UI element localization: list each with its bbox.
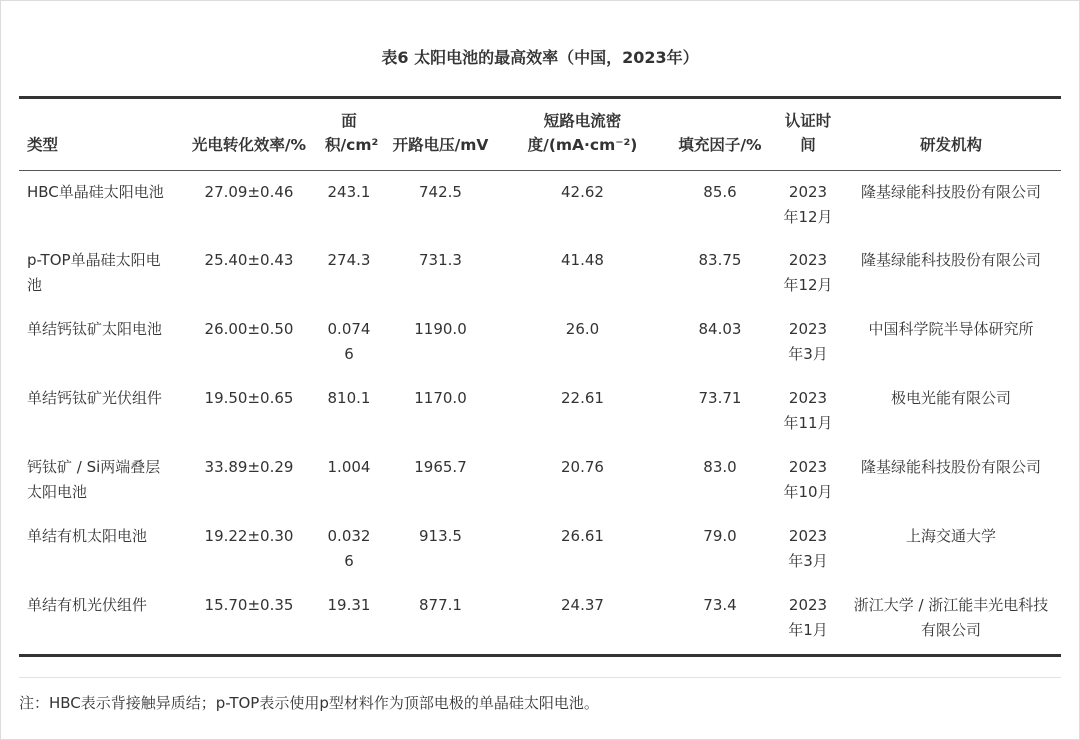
cell-fill-factor: 73.4 xyxy=(703,596,737,614)
cell-area: 0.074 6 xyxy=(327,320,371,363)
cell-cert-time: 2023年3月 xyxy=(788,527,828,570)
table-row xyxy=(19,514,1061,583)
cell-current-density: 26.0 xyxy=(565,320,600,338)
cell-type: HBC单晶硅太阳电池 xyxy=(27,183,164,201)
cell-fill-factor: 73.71 xyxy=(698,389,742,407)
cell-area: 19.31 xyxy=(327,596,371,614)
cell-current-density: 24.37 xyxy=(561,596,604,614)
cell-fill-factor: 85.6 xyxy=(703,183,737,201)
cell-area: 274.3 xyxy=(327,251,371,269)
header-row xyxy=(19,99,1061,170)
cell-institution: 中国科学院半导体研究所 xyxy=(868,320,1034,338)
cell-cert-time: 2023年10月 xyxy=(783,458,833,501)
header-current-density: 短路电流密度/(mA·cm⁻²) xyxy=(527,112,638,154)
cell-voltage: 913.5 xyxy=(419,527,462,545)
cell-current-density: 42.62 xyxy=(561,183,604,201)
header-type: 类型 xyxy=(27,136,59,154)
cell-current-density: 22.61 xyxy=(561,389,604,407)
efficiency-table xyxy=(19,99,1061,652)
cell-fill-factor: 79.0 xyxy=(703,527,737,545)
note-rule xyxy=(19,677,1061,678)
table-row xyxy=(19,445,1061,514)
header-voltage: 开路电压/mV xyxy=(392,136,489,154)
cell-voltage: 877.1 xyxy=(419,596,462,614)
table-row xyxy=(19,170,1061,238)
cell-voltage: 1965.7 xyxy=(414,458,467,476)
cell-fill-factor: 84.03 xyxy=(698,320,742,338)
bottom-rule xyxy=(19,654,1061,657)
cell-efficiency: 15.70±0.35 xyxy=(204,596,294,614)
cell-efficiency: 27.09±0.46 xyxy=(204,183,294,201)
cell-cert-time: 2023年12月 xyxy=(783,183,833,226)
cell-type: 钙钛矿 / Si两端叠层太阳电池 xyxy=(27,458,161,501)
cell-cert-time: 2023年1月 xyxy=(788,596,828,639)
cell-institution: 隆基绿能科技股份有限公司 xyxy=(860,183,1041,201)
cell-voltage: 742.5 xyxy=(419,183,462,201)
cell-efficiency: 26.00±0.50 xyxy=(204,320,294,338)
cell-voltage: 1170.0 xyxy=(414,389,467,407)
cell-current-density: 26.61 xyxy=(561,527,604,545)
cell-area: 810.1 xyxy=(327,389,371,407)
cell-voltage: 1190.0 xyxy=(414,320,467,338)
cell-fill-factor: 83.0 xyxy=(703,458,737,476)
table-title: 表6 太阳电池的最高效率（中国，2023年） xyxy=(381,48,699,67)
cell-current-density: 41.48 xyxy=(561,251,604,269)
cell-area: 243.1 xyxy=(327,183,371,201)
table-row xyxy=(19,238,1061,307)
cell-efficiency: 19.22±0.30 xyxy=(204,527,294,545)
cell-type: 单结钙钛矿光伏组件 xyxy=(27,389,163,407)
cell-institution: 隆基绿能科技股份有限公司 xyxy=(860,251,1041,269)
cell-institution: 上海交通大学 xyxy=(905,527,996,545)
table-row xyxy=(19,307,1061,376)
cell-cert-time: 2023年12月 xyxy=(783,251,833,294)
cell-cert-time: 2023年11月 xyxy=(783,389,833,432)
cell-type: 单结钙钛矿太阳电池 xyxy=(27,320,163,338)
cell-area: 0.032 6 xyxy=(327,527,371,570)
cell-institution: 极电光能有限公司 xyxy=(890,389,1011,407)
cell-type: p-TOP单晶硅太阳电池 xyxy=(27,251,161,294)
cell-efficiency: 25.40±0.43 xyxy=(204,251,294,269)
header-fill-factor: 填充因子/% xyxy=(678,136,762,154)
header-institution: 研发机构 xyxy=(919,136,982,154)
cell-institution: 隆基绿能科技股份有限公司 xyxy=(860,458,1041,476)
cell-efficiency: 33.89±0.29 xyxy=(204,458,294,476)
header-area: 面积/cm² xyxy=(325,112,379,154)
cell-voltage: 731.3 xyxy=(419,251,462,269)
cell-current-density: 20.76 xyxy=(561,458,604,476)
table-footnote: 注：HBC表示背接触异质结；p-TOP表示使用p型材料作为顶部电极的单晶硅太阳电池。 xyxy=(19,694,599,712)
header-cert-time: 认证时间 xyxy=(784,112,832,154)
header-efficiency: 光电转化效率/% xyxy=(191,136,307,154)
table-row xyxy=(19,376,1061,445)
cell-cert-time: 2023年3月 xyxy=(788,320,828,363)
cell-area: 1.004 xyxy=(327,458,371,476)
cell-type: 单结有机太阳电池 xyxy=(27,527,148,545)
cell-type: 单结有机光伏组件 xyxy=(27,596,148,614)
cell-efficiency: 19.50±0.65 xyxy=(204,389,294,407)
table-row xyxy=(19,583,1061,652)
cell-fill-factor: 83.75 xyxy=(698,251,742,269)
cell-institution: 浙江大学 / 浙江能丰光电科技有限公司 xyxy=(853,596,1049,639)
